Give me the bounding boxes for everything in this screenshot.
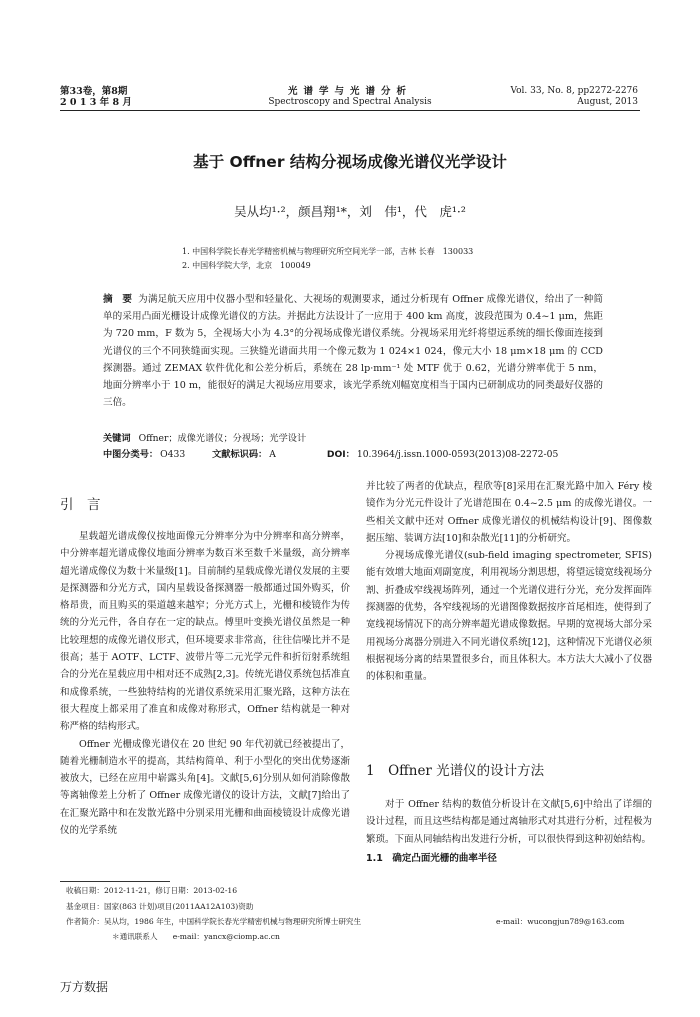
clc-label: 中图分类号：: [103, 449, 159, 460]
keywords: [103, 431, 306, 446]
paper-title: 基于 Offner 结构分视场成像光谱仪光学设计: [193, 153, 507, 171]
footnote-bio: [66, 916, 625, 927]
header-rule: [60, 110, 640, 111]
volume-issue: 第33卷，第8期: [60, 86, 128, 97]
intro-paragraph-1: 星载超光谱成像仪按地面像元分辨率分为中分辨率和高分辨率，中分辨率超光谱成像仪地面分辨率为数百米至数千米量级，高分辨率超光谱成像仪为数十米量级[1]。目前制约星载成像光谱仪发展的主要是探测器和分光方式，国内星载设备探测器一般都通过国外购买，价格昂贵，而且购买的渠道越来越窄；分光方式上，光栅和棱镜作为传统的分光元件，各自存在一定的缺点。傅里叶变换光谱仪虽然是一种比较理想的成像光谱仪形式，但环境要求非常高，往往信噪比并不是很高；基于 AOTF、LCTF、波带片等二元光学元件和折衍射系统组合的分光在星载应用中相对还不成熟[2,3]。传统光谱仪系统包括准直和成像系统，一些独特结构的光谱仪系统采用汇聚光路，这种方法在很大程度上都采用了准直和成像对称形式，Offner 结构就是一种对称严格的结构形式。: [60, 531, 350, 733]
keywords-text: Offner；成像光谱仪；分视场；光学设计: [138, 433, 307, 444]
affiliation-1: 1. 中国科学院长春光学精密机械与物理研究所空间光学一部，吉林 长春 130033: [182, 247, 474, 256]
watermark-text: 万方数据: [60, 980, 109, 994]
footnote-fund: 基金项目：国家(863 计划)项目(2011AA12A103)资助: [66, 902, 254, 911]
footnote-rule: [60, 881, 170, 882]
issue-date: 2 0 1 3 年 8 月: [60, 97, 132, 108]
subsection-heading: 1.1 确定凸面光栅的曲率半径: [366, 853, 497, 864]
doi-label: DOI：: [326, 449, 355, 460]
keywords-label: 关键词: [103, 433, 131, 444]
footnote-bio-email: e-mail：wucongjun789@163.com: [496, 917, 625, 926]
intro-paragraph-2: Offner 光栅成像光谱仪在 20 世纪 90 年代初就已经被提出了，随着光栅制造水平的提高，其结构简单、利于小型化的突出优势逐渐被放大，已经在应用中崭露头角[4]。文献[5,6]分别从如何消除像散等离轴像差上分析了 Offner 成像光谱仪的设计方法，文献[7]给出了在汇聚光路中和在发散光路中分别采用光栅和曲面棱镜设计成像光谱仪的光学系统: [60, 738, 350, 837]
affiliation-2: 2. 中国科学院大学，北京 100049: [182, 261, 311, 270]
right-column-top: [366, 478, 652, 686]
doc-code-label: 文献标识码：: [212, 449, 268, 460]
abstract: [103, 291, 603, 411]
intro-heading: 引 言: [60, 497, 101, 513]
clc-value: O433: [160, 449, 186, 460]
journal-pages-info: [510, 86, 638, 108]
author-list: 吴从均¹·²，颜昌翔¹*，刘 伟¹，代 虎¹·²: [234, 204, 466, 219]
classification-line: [103, 447, 558, 462]
method-paragraph-1: 对于 Offner 结构的数值分析设计在文献[5,6]中给出了详细的设计过程，而且这些结构都是通过离轴形式对其进行分析，过程极为繁琐。下面从同轴结构出发进行分析，可以很快得到这种初始结构。: [366, 799, 652, 845]
right-paragraph-2: 分视场成像光谱仪(sub-field imaging spectrometer, SFIS)能有效增大地面刈副宽度，利用视场分割思想，将望远镜宽线视场分割、折叠成窄线视场阵列，通过一个光谱仪进行分光，充分发挥面阵探测器的优势，各窄线视场的光谱图像数据按序首尾相连，使得到了宽线视场情况下的高分辨率超光谱成像数据。早期的宽视场大部分采用视场分离器分别进入不同光谱仪系统[12]，这种情况下光谱仪必须根据视场分离的结果置很多台，而且体积大。本方法大大减小了仪器的体积和重量。: [366, 550, 652, 683]
left-column: [60, 528, 350, 839]
journal-name-cn: 光谱学与光谱分析: [287, 86, 412, 97]
doc-code-value: A: [269, 449, 276, 460]
method-heading: 1 Offner 光谱仪的设计方法: [366, 763, 545, 779]
footnote-corresponding: ＊通讯联系人 e-mail：yancx@ciomp.ac.cn: [112, 932, 280, 941]
issue-month: August, 2013: [577, 97, 638, 107]
volume-pages: Vol. 33, No. 8, pp2272-2276: [510, 86, 638, 96]
journal-name-en: Spectroscopy and Spectral Analysis: [268, 97, 432, 107]
footnote-bio-text: 作者简介：吴从均，1986 年生，中国科学院长春光学精密机械与物理研究所博士研究生: [66, 917, 362, 926]
right-column-bottom: [366, 796, 652, 848]
doi-value: 10.3964/j.issn.1000-0593(2013)08-2272-05: [356, 449, 559, 460]
footnote-received: 收稿日期：2012-11-21，修订日期：2013-02-16: [66, 886, 238, 895]
abstract-label: 摘 要: [103, 294, 133, 305]
right-paragraph-1: 并比较了两者的优缺点，程欣等[8]采用在汇聚光路中加入 Féry 棱镜作为分光元件设计了光谱范围在 0.4~2.5 μm 的成像光谱仪。一些相关文献中还对 Offner 成像光谱仪的机械结构设计[9]、图像数据压缩、装调方法[10]和杂散光[11]的分析研究。: [366, 481, 652, 544]
abstract-text: 为满足航天应用中仪器小型和轻量化、大视场的观测要求，通过分析现有 Offner 成像光谱仪，给出了一种简单的采用凸面光栅设计成像光谱仪的方法。并据此方法设计了一应用于 400 km 高度，波段范围为 0.4~1 μm，焦距为 720 mm，F 数为 5，全视场大小为 4.3°的分视场成像光谱仪系统。分视场采用光纤将望远系统的细长像面连接到光谱仪的三个不同狭缝面实现。三狭缝光谱面共用一个像元数为 1 024×1 024，像元大小 18 μm×18 μm 的 CCD 探测器。通过 ZEMAX 软件优化和公差分析后，系统在 28 lp·mm⁻¹ 处 MTF 优于 0.62，光谱分辨率优于 5 nm，地面分辨率小于 10 m，能很好的满足大视场应用要求，该光学系统刈幅宽度相当于国内已研制成功的同类最好仪器的三倍。: [103, 294, 603, 409]
